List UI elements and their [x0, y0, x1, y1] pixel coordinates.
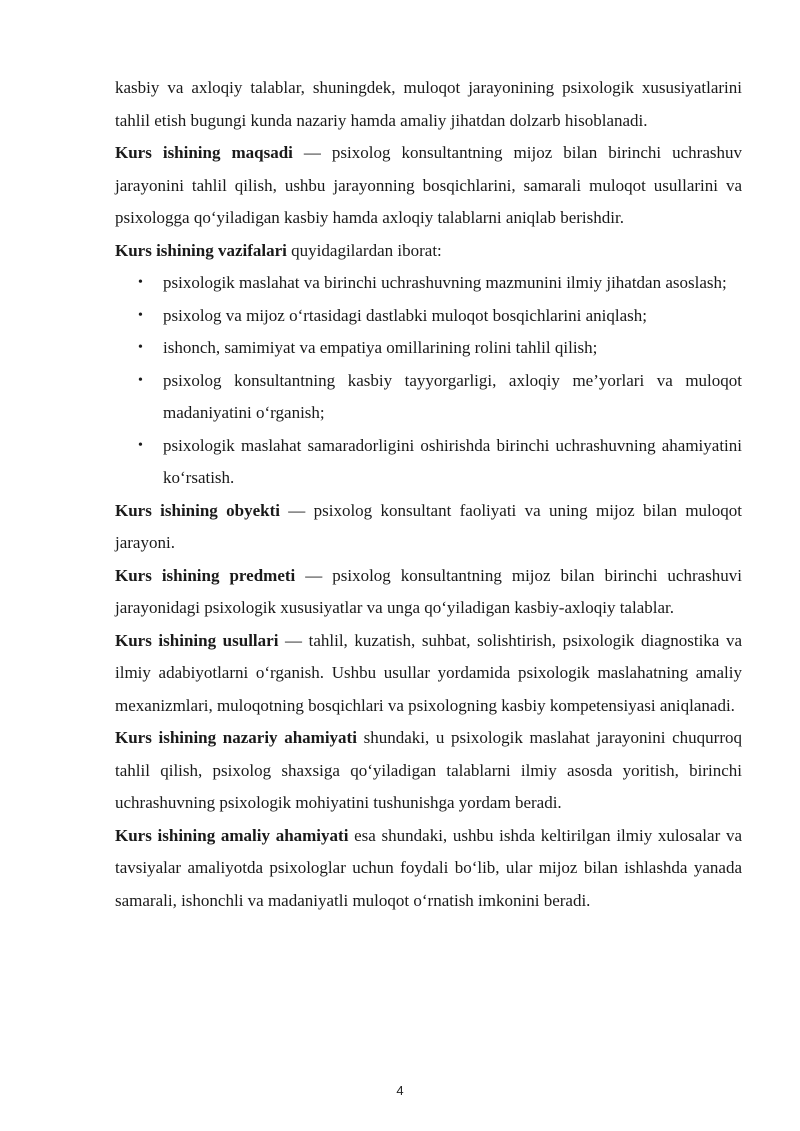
- goal-paragraph: [115, 137, 742, 235]
- theoretical-text: shundaki, u psixologik maslahat jarayonini chuqurroq tahlil qilish, psixolog shaxsiga qo‘yiladigan talablarni ilmiy asosda yoritish, birinchi uchrashuvning psixologik mohiyatini tushunishga yordam beradi.: [115, 728, 742, 812]
- list-item-text: psixolog konsultantning kasbiy tayyorgarligi, axloqiy me’yorlari va muloqot madaniyatini o‘rganish;: [163, 370, 742, 422]
- object-paragraph: [115, 495, 742, 560]
- bullet-icon: •: [138, 340, 143, 355]
- practical-paragraph: [115, 820, 742, 918]
- page-number: 4: [396, 1083, 404, 1098]
- list-item-text: psixologik maslahat va birinchi uchrashuvning mazmunini ilmiy jihatdan asoslash;: [163, 273, 727, 292]
- list-item: [115, 332, 742, 365]
- intro-paragraph: kasbiy va axloqiy talablar, shuningdek, muloqot jarayonining psixologik xususiyatlarini tahlil etish bugungi kunda nazariy hamda amaliy jihatdan dolzarb hisoblanadi.: [115, 78, 742, 130]
- theoretical-label: Kurs ishining nazariy ahamiyati: [115, 728, 357, 747]
- methods-text: — tahlil, kuzatish, suhbat, solishtirish, psixologik diagnostika va ilmiy adabiyotlarni o‘rganish. Ushbu usullar yordamida psixologik maslahatning amaliy mexanizmlari, muloqotning bosqichlari va psixologning kasbiy kompetensiyasi aniqlanadi.: [115, 630, 742, 715]
- list-item: [115, 430, 742, 495]
- object-label: Kurs ishining obyekti: [115, 500, 280, 520]
- methods-paragraph: [115, 625, 742, 723]
- tasks-paragraph: [115, 235, 742, 268]
- practical-text: esa shundaki, ushbu ishda keltirilgan ilmiy xulosalar va tavsiyalar amaliyotda psixologlar uchun foydali bo‘lib, ular mijoz bilan ishlashda yanada samarali, ishonchli va madaniyatli muloqot o‘rnatish imkonini beradi.: [115, 825, 742, 910]
- list-item: [115, 267, 742, 300]
- list-item-text: ishonch, samimiyat va empatiya omillarining rolini tahlil qilish;: [163, 338, 598, 357]
- list-item-text: psixolog va mijoz o‘rtasidagi dastlabki muloqot bosqichlarini aniqlash;: [163, 305, 647, 325]
- list-item-text: psixologik maslahat samaradorligini oshirishda birinchi uchrashuvning ahamiyatini ko‘rsatish.: [163, 435, 742, 487]
- subject-label: Kurs ishining predmeti: [115, 565, 296, 585]
- tasks-list: [115, 267, 742, 495]
- tasks-label: Kurs ishining vazifalari: [115, 240, 287, 260]
- tasks-text: quyidagilardan iborat:: [286, 240, 442, 260]
- bullet-icon: •: [138, 372, 143, 388]
- object-text: — psixolog konsultant faoliyati va uning mijoz bilan muloqot jarayoni.: [115, 500, 743, 552]
- bullet-icon: •: [138, 307, 143, 323]
- bullet-icon: •: [138, 437, 143, 453]
- practical-label: Kurs ishining amaliy ahamiyati: [115, 825, 349, 845]
- subject-paragraph: [115, 560, 742, 625]
- goal-label: Kurs ishining maqsadi: [115, 143, 293, 162]
- subject-text: — psixolog konsultantning mijoz bilan birinchi uchrashuvi jarayonidagi psixologik xususiyatlar va unga qo‘yiladigan kasbiy-axloqiy talablar.: [115, 565, 742, 617]
- bullet-icon: •: [138, 275, 143, 290]
- list-item: [115, 300, 742, 333]
- theoretical-paragraph: [115, 722, 742, 820]
- goal-text: — psixolog konsultantning mijoz bilan birinchi uchrashuv jarayonini tahlil qilish, ushbu jarayonning bosqichlarini, samarali muloqot usullarini va psixologga qo‘yiladigan kasbiy hamda axloqiy talablarni aniqlab berishdir.: [115, 143, 742, 227]
- methods-label: Kurs ishining usullari: [115, 630, 279, 650]
- list-item: [115, 365, 742, 430]
